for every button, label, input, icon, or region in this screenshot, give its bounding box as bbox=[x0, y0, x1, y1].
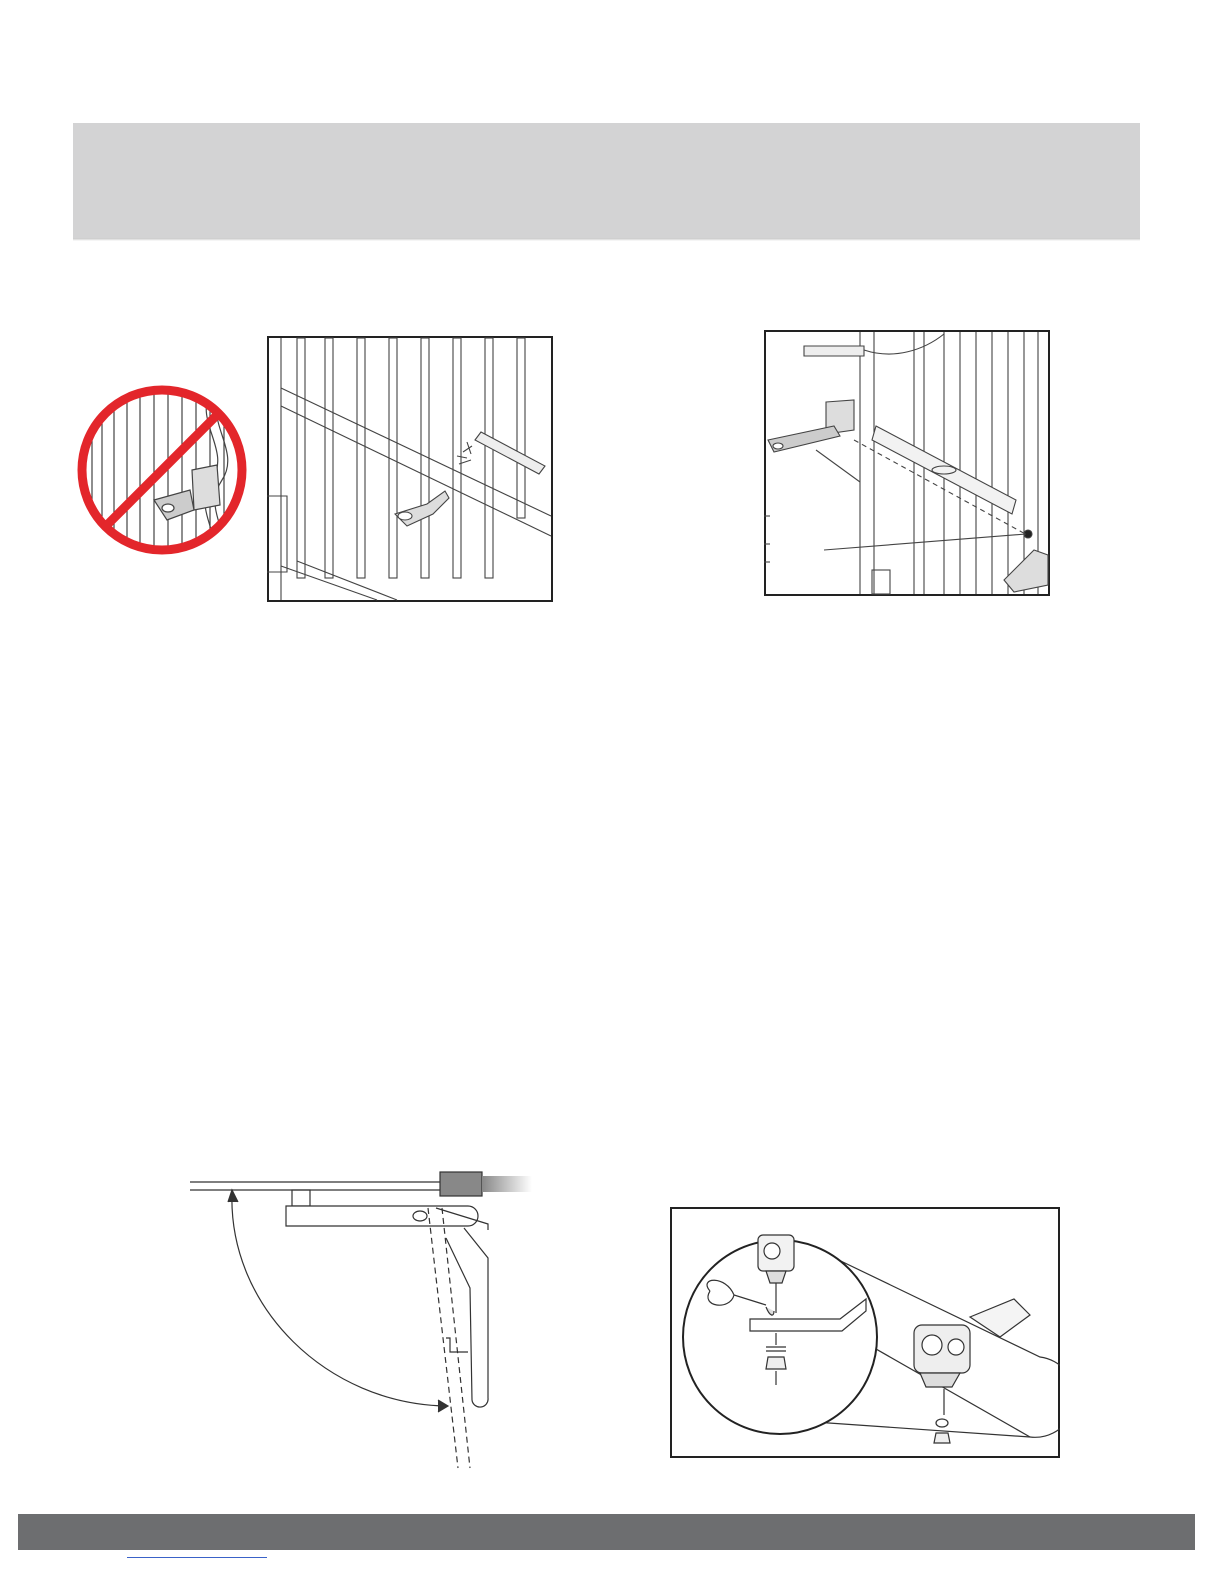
bolt-assembly-figure bbox=[670, 1207, 1060, 1459]
level-bracket-figure bbox=[764, 330, 1050, 596]
prohibition-figure bbox=[72, 380, 252, 560]
opening-arc-figure bbox=[188, 1168, 534, 1478]
footer-link-underline[interactable] bbox=[127, 1557, 267, 1558]
weld-bracket-figure bbox=[267, 336, 553, 602]
section-header-band bbox=[73, 123, 1140, 238]
footer-bar bbox=[18, 1514, 1195, 1550]
